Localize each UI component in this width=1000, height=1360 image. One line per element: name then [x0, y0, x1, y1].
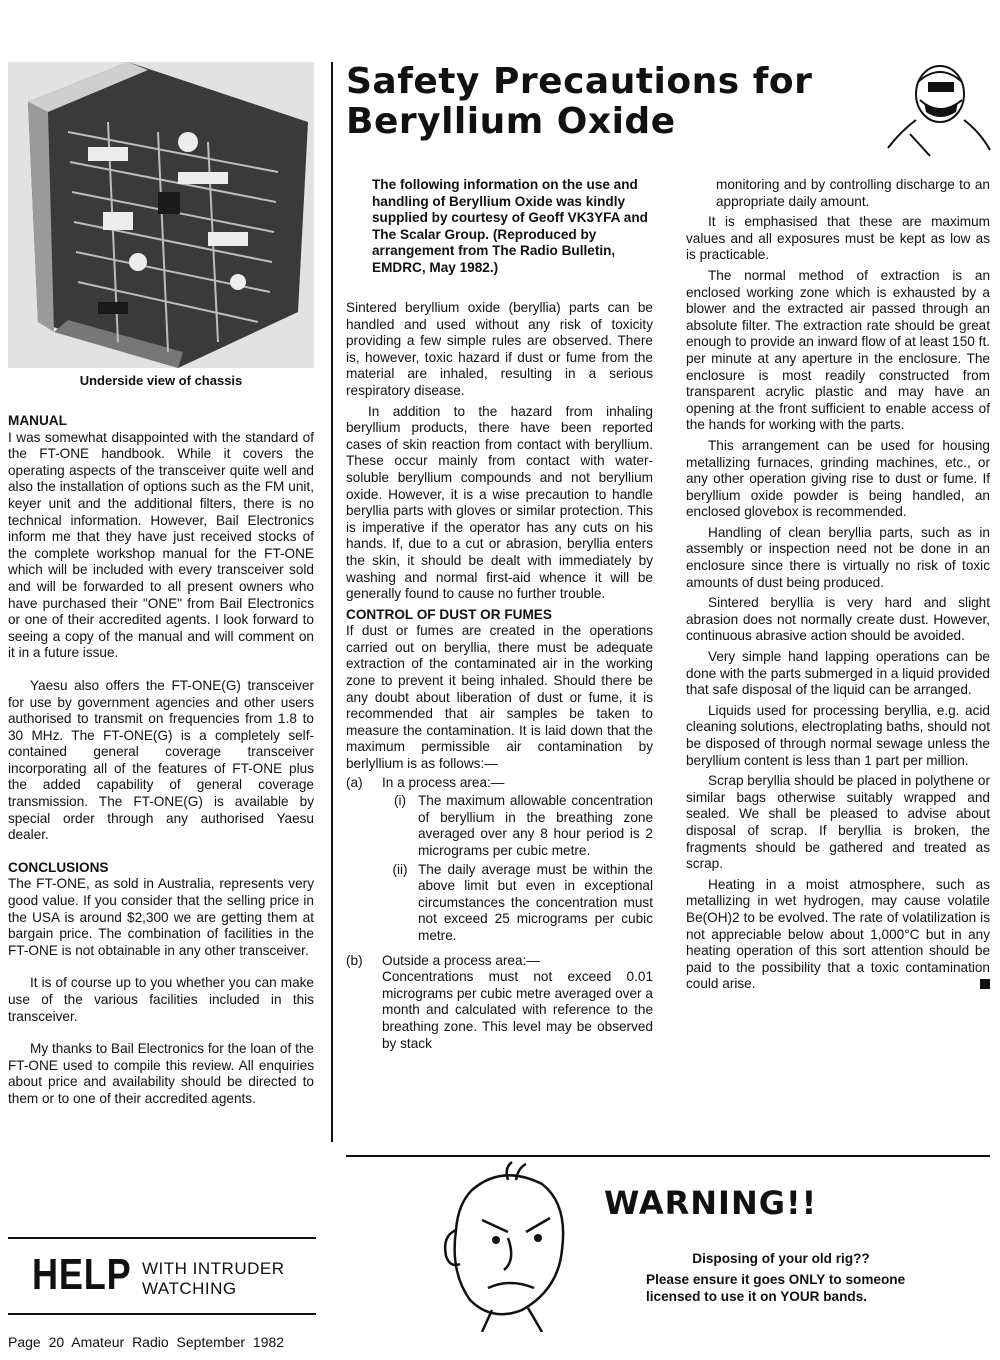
middle-column	[346, 300, 653, 1052]
help-box	[8, 1237, 316, 1315]
sub-ii-text: The daily average must be within the above limit but even in exceptional circumstances the concentration must not exceed 25 micrograms per cubic metre.	[418, 861, 653, 943]
sublist	[346, 793, 653, 944]
right-paragraph-0: monitoring and by controlling discharge to an appropriate daily amount.	[716, 177, 990, 209]
right-paragraph-1: It is emphasised that these are maximum values and all exposures must be kept as low as is practicable.	[686, 214, 990, 263]
warning-body: Please ensure it goes ONLY to someone licensed to use it on YOUR bands.	[646, 1272, 906, 1304]
list-b-label: (b)	[346, 952, 363, 968]
mid-paragraph-2: In addition to the hazard from inhaling beryllium products, there have been reported cases of skin reaction from contact with beryllium. These occur mainly from contact with water-soluble beryllium compounds and not beryllium oxide. However, it is a wise precaution to handle beryllia parts with gloves or similar protection. This is imperative if the operator has any cuts on his hands. If, due to a cut or abrasion, beryllia enters the skin, it should be dealt with immediately by washing and normal first-aid whence it will be generally found to cause no further trouble.	[346, 403, 653, 602]
column-divider	[331, 62, 333, 1142]
title-line-1: Safety Precautions for	[346, 61, 813, 102]
manual-heading: MANUAL	[8, 413, 67, 428]
chassis-photo	[8, 62, 314, 368]
article-title	[346, 62, 906, 142]
conclusions-paragraph-1: The FT-ONE, as sold in Australia, represents very good value. If you consider that the selling price in the USA is around $2,300 we are getting them at bargain price. The combination of facilities in the FT-ONE is not obtainable in any other transceiver.	[8, 876, 314, 958]
conclusions-paragraph-2: It is of course up to you whether you can make use of the various facilities included in this transceiver.	[8, 975, 314, 1024]
manual-paragraph-2: Yaesu also offers the FT-ONE(G) transceiver for use by government agencies and other users authorised to transmit on frequencies from 1.8 to 30 MHz. The FT-ONE(G) is a completely self-contained general coverage transceiver incorporating all of the features of FT-ONE plus the added capability of general coverage transmission. The FT-ONE(G) is available by special order through any authorised Yaesu dealer.	[8, 677, 314, 843]
masked-worker-icon	[880, 60, 992, 160]
sub-i-text: The maximum allowable concentration of beryllium in the breathing zone averaged over any 8 hour period is 2 micrograms per cubic metre.	[418, 793, 653, 858]
sub-i-label: (i)	[393, 793, 407, 809]
list-item-b	[346, 953, 653, 1053]
list-a-label: (a)	[346, 774, 363, 790]
left-column	[8, 413, 314, 1108]
help-line-2: WATCHING	[142, 1279, 237, 1298]
list-a-text: In a process area:—	[382, 774, 505, 790]
sublist-item-ii	[382, 862, 653, 945]
mid-paragraph-3: If dust or fumes are created in the operations carried out on beryllia, there must be adequate extraction of the contaminated air in the working zone to prevent it being inhaled. Should there be any doubt about liberation of dust or fume, it is recommended that air samples be taken to measure the contamination. It is laid down that the maximum permissible air contamination by berlyllium is as follows:—	[346, 623, 653, 772]
right-paragraph-7: Liquids used for processing beryllia, e.g. acid cleaning solutions, electroplating baths, should not be disposed of through normal sewage unless the beryllium content is less than 1 part per million.	[686, 702, 990, 768]
right-paragraph-4: Handling of clean beryllia parts, such as in assembly or inspection need not be done in an enclosure since there is virtually no risk of toxic amounts of dust being produced.	[686, 524, 990, 590]
conclusions-heading: CONCLUSIONS	[8, 859, 109, 875]
sublist-item-i	[382, 793, 653, 859]
right-paragraph-3: This arrangement can be used for housing metallizing furnaces, grinding machines, etc., or any other operation giving rise to dust or fume. If beryllium oxide powder is being handled, an enclosed glovebox is recommended.	[686, 437, 990, 520]
list-b-text: Outside a process area:—	[382, 952, 540, 968]
photo-caption: Underside view of chassis	[79, 373, 243, 388]
control-heading: CONTROL OF DUST OR FUMES	[346, 606, 552, 622]
article-intro: The following information on the use and handling of Beryllium Oxide was kindly supplied by courtesy of Geoff VK3YFA and The Scalar Group. (Reproduced by arrangement from The Radio Bulletin, EMDRC, May 1982.)	[372, 177, 648, 275]
right-column	[686, 177, 990, 993]
manual-paragraph-1: I was somewhat disappointed with the standard of the FT-ONE handbook. While it covers the operating aspects of the transceiver quite well and also the installation of options such as the FM unit, keyer unit and the additional filters, there is no technical information. However, Bail Electronics inform me that they have just received stocks of the complete workshop manual for the FT-ONE which will be included with every transceiver sold and will be forwarded to all present owners who have purchased their "ONE" from Bail Electronics or one of their accredited agents. I look forward to seeing a copy of the manual and will comment on it in a future issue.	[8, 429, 314, 661]
sub-ii-label: (ii)	[392, 861, 408, 877]
warning-question: Disposing of your old rig??	[692, 1251, 870, 1266]
help-line-1: WITH INTRUDER	[142, 1259, 285, 1278]
masked-worker-cartoon	[880, 60, 992, 160]
list-item-a	[346, 775, 653, 792]
title-line-2: Beryllium Oxide	[346, 101, 676, 142]
end-mark	[980, 979, 990, 989]
mid-paragraph-1: Sintered beryllium oxide (beryllia) parts can be handled and used without any risk of toxicity providing a few simple rules are observed. There is, however, toxic hazard if dust or fume from the material are inhaled, resulting in a serious respiratory disease.	[346, 300, 653, 398]
right-paragraph-2: The normal method of extraction is an enclosed working zone which is exhausted by a blower and the extracted air passed through an absolute filter. The extraction rate should be great enough to provide an inward flow of at least 150 ft. per minute at any aperture in the enclosure. The enclosure is most readily constructed from transparent acrylic plastic and may have an opening at the front sufficient to enable access of the hands for working with the parts.	[686, 267, 990, 433]
help-subtitle	[142, 1259, 284, 1299]
page-footer: Page 20 Amateur Radio September 1982	[8, 1334, 285, 1350]
right-paragraph-9: Heating in a moist atmosphere, such as metallizing in wet hydrogen, may cause volatile Be(OH)2 to be evolved. The rate of volatilization is not appreciable below about 1,000°C but in any heating operation of this sort attention should be paid to the possibility that a toxic contamination could arise.	[686, 876, 990, 992]
conclusions-paragraph-3: My thanks to Bail Electronics for the loan of the FT-ONE used to compile this review. All enquiries about price and availability should be directed to them or to one of their accredited agents.	[8, 1041, 314, 1106]
horizontal-divider	[346, 1155, 990, 1157]
right-paragraph-6: Very simple hand lapping operations can be done with the parts submerged in a liquid provided that safe disposal of the liquid can be arranged.	[686, 649, 990, 698]
right-paragraph-5: Sintered beryllia is very hard and slight abrasion does not normally create dust. However, continuous abrasive action should be avoided.	[686, 595, 990, 644]
warning-title: WARNING!!	[604, 1184, 818, 1222]
warning-body-block	[646, 1250, 916, 1305]
angry-face-icon	[412, 1160, 602, 1332]
angry-man-cartoon	[412, 1160, 602, 1332]
chassis-illustration	[8, 62, 314, 368]
help-word: HELP	[32, 1250, 132, 1299]
list-b-body: Concentrations must not exceed 0.01 micrograms per cubic metre averaged over a month and calculated with reference to the breathing zone. This level may be observed by stack	[382, 969, 653, 1051]
right-paragraph-8: Scrap beryllia should be placed in polythene or similar bags otherwise suitably wrapped and sealed. We shall be pleased to advise about disposal of scrap. If beryllia is broken, the fragments should be gathered and treated as scrap.	[686, 773, 990, 872]
